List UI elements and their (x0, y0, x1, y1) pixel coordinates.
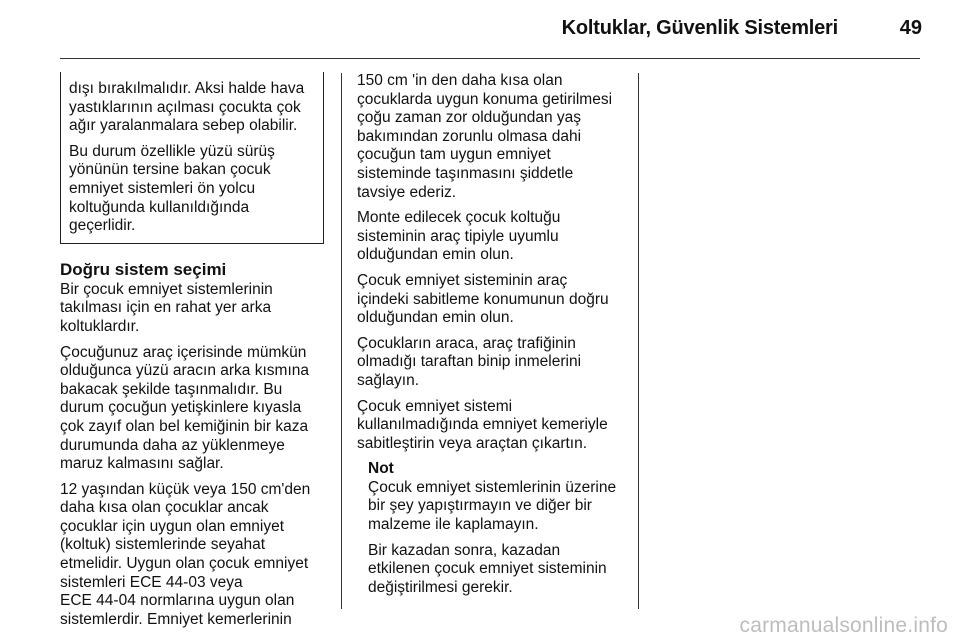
text-line: etkilenen çocuk emniyet sisteminin (368, 560, 607, 578)
text-line: geçerlidir. (69, 217, 136, 235)
text-line: Çocukların araca, araç trafiğinin (357, 334, 576, 352)
text-line: sisteminin araç tipiyle uyumlu (357, 227, 559, 245)
text-line: yastıklarının açılması çocukta çok (69, 98, 301, 116)
page-header (0, 0, 960, 60)
body-paragraph (357, 272, 627, 328)
text-line: Çocuk emniyet sistemlerinin üzerine (368, 478, 617, 496)
text-line: sağlayın. (357, 371, 420, 389)
text-line: çocuğun tam uygun emniyet (357, 146, 551, 164)
text-line: emniyet sistemleri ön yolcu (69, 179, 256, 197)
body-paragraph (60, 344, 328, 474)
note-paragraph (368, 479, 627, 535)
text-line: bakımından zorunlu olmasa dahi (357, 127, 582, 145)
text-line: etmelidir. Uygun olan çocuk emniyet (60, 555, 309, 573)
body-paragraph (357, 398, 627, 454)
text-line: çocuklar için uygun olan emniyet (60, 517, 285, 535)
text-line: çoğu zaman zor olduğundan yaş (357, 109, 582, 127)
text-line: olduğundan emin olun. (357, 309, 514, 327)
text-line: koltuğunda kullanıldığında (69, 198, 250, 216)
text-line: durum çocuğun yetişkinlere kıyasla (60, 399, 302, 417)
text-line: kullanılmadığında emniyet kemeriyle (357, 416, 608, 434)
text-line: maruz kalmasını sağlar. (60, 455, 224, 473)
text-line: olduğunca yüzü aracın arka kısmına (60, 362, 309, 380)
text-line: Bir çocuk emniyet sistemlerinin (60, 280, 273, 298)
warning-box (60, 72, 324, 244)
text-line: tavsiye ederiz. (357, 183, 457, 201)
column-divider-left (341, 73, 342, 609)
text-line: sistemlerdir. Emniyet kemerlerinin (60, 610, 292, 628)
section-heading: Doğru sistem seçimi (60, 259, 227, 279)
text-line: yönünün tersine bakan çocuk (69, 161, 271, 179)
watermark: carmanualsonline.info (739, 614, 948, 637)
page-title: Koltuklar, Güvenlik Sistemleri (561, 17, 838, 39)
text-line: ECE 44-04 normlarına uygun olan (60, 592, 295, 610)
warning-paragraph-1 (69, 80, 315, 136)
note-block (368, 460, 627, 597)
text-line: çocuklarda uygun konuma getirilmesi (357, 90, 613, 108)
middle-column (357, 72, 627, 604)
body-paragraph (60, 281, 328, 337)
note-paragraph (368, 542, 627, 598)
header-divider (60, 58, 920, 59)
text-line: daha kısa olan çocuklar ancak (60, 499, 269, 517)
text-line: bakacak şekilde taşınmalıdır. Bu (60, 380, 283, 398)
text-line: 150 cm 'in den daha kısa olan (357, 72, 563, 89)
body-paragraph (357, 335, 627, 391)
text-line: dışı bırakılmalıdır. Aksi halde hava (69, 80, 305, 97)
text-line: olmadığı taraftan binip inmelerini (357, 353, 582, 371)
text-line: ağır yaralanmalara sebep olabilir. (69, 117, 298, 135)
column-divider-right (638, 73, 639, 609)
text-line: içindeki sabitleme konumunun doğru (357, 290, 609, 308)
warning-paragraph-2 (69, 143, 315, 236)
text-line: koltuklardır. (60, 317, 140, 335)
body-paragraph (60, 481, 328, 630)
left-column (60, 72, 328, 636)
text-line: sisteminde taşınmasını şiddetle (357, 164, 574, 182)
text-line: Monte edilecek çocuk koltuğu (357, 209, 561, 227)
text-line: (koltuk) sistemlerinde seyahat (60, 536, 266, 554)
text-line: olduğundan emin olun. (357, 246, 514, 264)
text-line: takılması için en rahat yer arka (60, 299, 272, 317)
text-line: 12 yaşından küçük veya 150 cm'den (60, 480, 311, 498)
text-line: Çocuk emniyet sisteminin araç (357, 271, 568, 289)
text-line: bir şey yapıştırmayın ve diğer bir (368, 497, 592, 515)
text-line: Çocuk emniyet sistemi (357, 397, 513, 415)
body-paragraph (357, 72, 627, 202)
text-line: Bir kazadan sonra, kazadan (368, 541, 561, 559)
text-line: çok zayıf olan bel kemiğinin bir kaza (60, 417, 309, 435)
text-line: malzeme ile kaplamayın. (368, 516, 539, 534)
page-number: 49 (899, 17, 922, 39)
text-line: sistemleri ECE 44-03 veya (60, 573, 243, 591)
body-paragraph (357, 209, 627, 265)
text-line: durumunda daha az yüklenmeye (60, 436, 285, 454)
text-line: Çocuğunuz araç içerisinde mümkün (60, 343, 307, 361)
text-line: Bu durum özellikle yüzü sürüş (69, 142, 275, 160)
note-title: Not (368, 460, 394, 478)
text-line: değiştirilmesi gerekir. (368, 578, 513, 596)
text-line: sabitleştirin veya araçtan çıkartın. (357, 434, 588, 452)
